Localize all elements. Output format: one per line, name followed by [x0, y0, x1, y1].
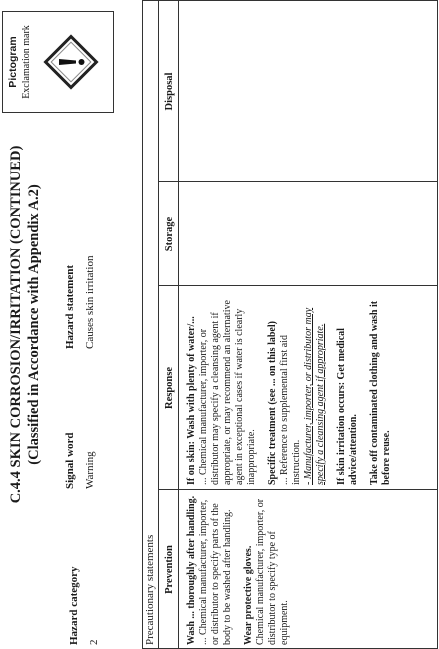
- column-divider-2: [158, 285, 438, 286]
- signal-word-value: Warning: [84, 451, 96, 489]
- column-divider-3: [158, 181, 438, 182]
- prevention-item: [186, 493, 234, 645]
- column-divider-1: [158, 489, 438, 490]
- table-precaution-divider: [158, 0, 159, 649]
- response-specific-treatment: Specific treatment (see ... on this label): [267, 321, 278, 485]
- section-title: C.4.4 SKIN CORROSION/IRRITATION (CONTINUED): [8, 145, 24, 504]
- table-bottom-border: [437, 0, 438, 649]
- response-treatment-italic-note: - Manufacturer, importer, or distributor may specify a cleansing agent if appropriate.: [303, 307, 326, 485]
- response-clothing-statement: Take off contaminated clothing and wash it before reuse.: [369, 300, 392, 485]
- exclamation-mark-icon: [43, 34, 99, 90]
- prevention-gloves-statement: Wear protective gloves.: [243, 545, 254, 645]
- response-item: [267, 291, 327, 485]
- pictogram-box: [2, 11, 114, 113]
- column-header-prevention: Prevention: [164, 545, 175, 594]
- column-header-disposal: Disposal: [164, 72, 175, 111]
- response-wash-note: ... Chemical manufacturer, importer, or distributor may specify a cleansing agent if appropriate, or may recommend an alternative agent in exceptional cases if water is clearly inappropriate.: [198, 300, 257, 485]
- section-subtitle: (Classified in Accordance with Appendix A.2): [26, 184, 42, 465]
- column-header-storage: Storage: [164, 216, 175, 252]
- response-item: [186, 291, 258, 485]
- prevention-wash-statement: Wash ... thoroughly after handling.: [186, 495, 197, 645]
- response-wash-statement: If on skin: Wash with plenty of water/...: [186, 316, 197, 485]
- hazard-statement-value: Causes skin irritation: [84, 255, 96, 349]
- table-right-border: [142, 0, 438, 1]
- precautionary-statements-label: Precautionary statements: [144, 534, 156, 645]
- prevention-wash-note: ... Chemical manufacturer, importer, or distributor to specify parts of the body to be washed after handling.: [198, 499, 233, 645]
- prevention-cell: [186, 493, 300, 645]
- response-item: [336, 291, 360, 485]
- response-irritation-statement: If skin irritation occurs: Get medical advice/attention.: [336, 328, 359, 485]
- column-header-response: Response: [164, 367, 175, 410]
- response-item: [369, 291, 393, 485]
- hazard-category-value: 2: [88, 639, 100, 645]
- signal-word-label: Signal word: [64, 432, 76, 489]
- hazard-category-label: Hazard category: [68, 566, 80, 645]
- prevention-gloves-note: Chemical manufacturer, importer, or distributor to specify type of equipment.: [255, 498, 290, 645]
- response-treatment-note: ... Reference to supplemental first aid instruction.: [279, 335, 302, 485]
- pictogram-name: Exclamation mark: [21, 25, 32, 99]
- prevention-item: [243, 493, 291, 645]
- hazard-statement-label: Hazard statement: [64, 264, 76, 349]
- table-top-border: [142, 0, 143, 649]
- response-cell: [186, 291, 402, 485]
- pictogram-label: Pictogram: [7, 36, 19, 88]
- table-header-divider: [178, 0, 179, 649]
